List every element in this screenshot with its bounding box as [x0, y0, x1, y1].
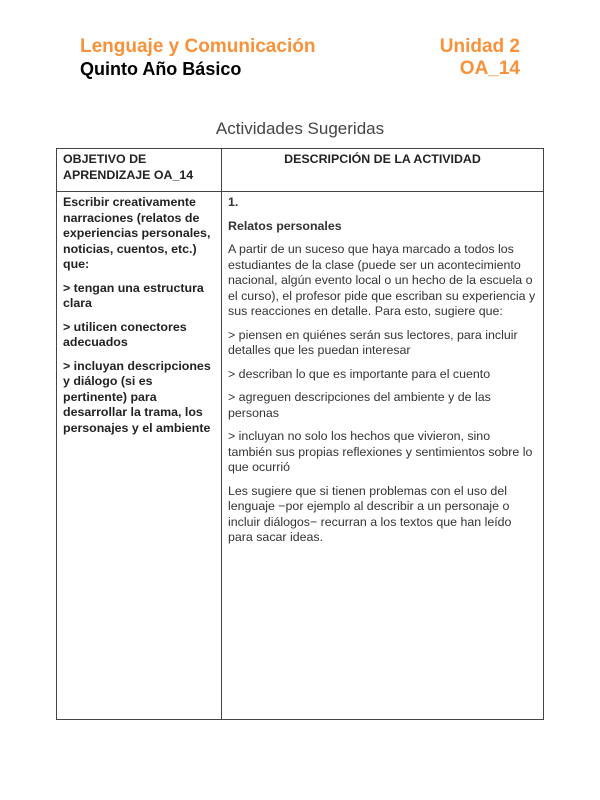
- objective-cell: [57, 192, 222, 720]
- description-column-header: DESCRIPCIÓN DE LA ACTIVIDAD: [222, 149, 544, 192]
- table-row: [57, 192, 544, 720]
- objective-item: > incluyan descripciones y diálogo (si es pertinente) para desarrollar la trama, los personajes y el ambiente: [63, 358, 211, 435]
- activity-item: > incluyan no solo los hechos que vivieron, sino también sus propias reflexiones y sentimientos sobre lo que ocurrió: [228, 429, 533, 474]
- activity-number: 1.: [228, 195, 239, 209]
- subject-title: Lenguaje y Comunicación: [80, 36, 316, 57]
- unit-label: Unidad 2: [439, 36, 520, 57]
- section-title: Actividades Sugeridas: [215, 119, 385, 138]
- objective-item: > utilicen conectores adecuados: [63, 319, 187, 349]
- header-left: [80, 36, 315, 80]
- activity-closing: Les sugiere que si tienen problemas con el uso del lenguaje −por ejemplo al describir a un personaje o incluir diálogos− recurran a los textos que han leído para sacar ideas.: [228, 483, 512, 544]
- activity-item: > describan lo que es importante para el cuento: [228, 366, 491, 381]
- table-header-row: [57, 149, 544, 192]
- objective-intro: Escribir creativamente narraciones (relatos de experiencias personales, noticias, cuentos, etc.) que:: [63, 195, 211, 271]
- objective-code: OA_14: [459, 58, 520, 79]
- activity-title: Relatos personales: [228, 218, 342, 233]
- description-cell: [222, 192, 544, 720]
- activity-intro: A partir de un suceso que haya marcado a todos los estudiantes de la clase (puede ser un acontecimiento nacional, algún evento local o un hecho de la escuela o el curso), el profesor pide que escriban su experiencia y sus reacciones en detalle. Para esto, sugiere que:: [228, 242, 536, 318]
- activity-item: > agreguen descripciones del ambiente y de las personas: [228, 390, 491, 420]
- activity-item: > piensen en quiénes serán sus lectores, para incluir detalles que les puedan interesar: [228, 327, 518, 357]
- objective-item: > tengan una estructura clara: [63, 280, 204, 310]
- objective-column-header: OBJETIVO DE APRENDIZAJE OA_14: [57, 149, 222, 192]
- grade-level: Quinto Año Básico: [80, 59, 242, 79]
- header-right: [440, 36, 520, 80]
- activities-table: [56, 148, 544, 720]
